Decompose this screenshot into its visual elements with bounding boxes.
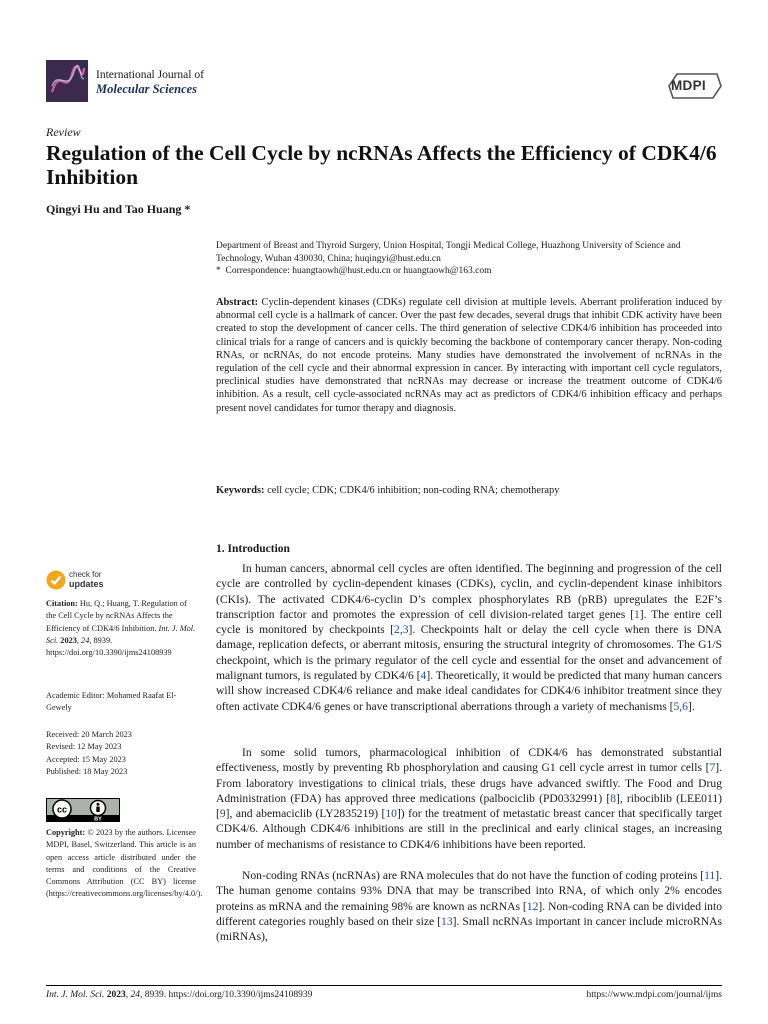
correspondence (216, 266, 724, 276)
reference-link[interactable]: 13 (441, 914, 453, 928)
abstract-text: Cyclin-dependent kinases (CDKs) regulate cell division at multiple levels. Aberrant proliferation induced by abnormal cell cycle is a hallmark of cancer. Over the past few decades, several drugs that inhibit CDK activity have been created to stop the development of cancer cells. The third generation of selective CDK4/6 inhibition has proceeded into clinical trials for a range of cancers and is quickly becoming the backbone of contemporary cancer therapy. Non-coding RNAs, or ncRNAs, do not encode proteins. Many studies have demonstrated the involvement of ncRNAs in the regulation of the cell cycle and their abnormal expression in cancer. By interacting with important cell cycle regulators, preclinical studies have demonstrated that ncRNAs may decrease or increase the treatment outcome of CDK4/6 inhibition. As a result, cell cycle-associated ncRNAs may act as predictors of CDK4/6 inhibition efficacy and perhaps present novel candidates for tumor therapy and diagnosis. (216, 297, 722, 414)
footer-year: 2023 (106, 990, 126, 1000)
academic-editor: Academic Editor: Mohamed Raafat El-Gewely (46, 691, 177, 713)
footer-rule (46, 985, 722, 986)
revised-date: Revised: 12 May 2023 (46, 742, 122, 752)
published-date: Published: 18 May 2023 (46, 766, 128, 776)
citation-volume: 24 (81, 635, 90, 645)
paragraph-text: ]. From laboratory investigations to clinical trials, these drugs have advanced swiftly. The Food and Drug Administration (FDA) has approved three medications (palbociclib (PD0332991) [ (216, 761, 722, 805)
reference-link[interactable]: 4 (420, 669, 427, 683)
citation-text: Hu, Q.; Huang, T. Regulation of the Cell Cycle by ncRNAs Affects the Efficiency of CDK4/6 Inhibition. (46, 599, 187, 633)
paragraph-text: In some solid tumors, pharmacological inhibition of CDK4/6 has demonstrated substantial effectiveness, mostly by preventing Rb phosphorylation and causing G1 cell cycle arrest in tumor cells [ (216, 746, 722, 775)
reference-link[interactable]: 11 (704, 869, 716, 882)
footer-citation: Int. J. Mol. Sci. 2023, 24, 8939. https://doi.org/10.3390/ijms24108939 (46, 990, 313, 1000)
paragraph-2 (216, 745, 722, 852)
paragraph-text: ]. (687, 699, 695, 713)
check-for-updates-line2: updates (69, 579, 104, 589)
citation-label: Citation: (46, 599, 78, 608)
paragraph-text: In human cancers, abnormal cell cycles are often identified. The beginning and progression of the cell cycle are controlled by cyclin-dependent kinases (CDKs), cyclin, and cyclin-dependent kinase inhibitors (CKIs). The activated CDK4/6-cyclin D’s complex phosphorylates RB (pRB) upregulates the E2F’s transcription factor and promotes the expression of cell division-related target genes [ (216, 562, 722, 621)
journal-name-line2: Molecular Sciences (96, 82, 198, 96)
reference-link[interactable]: 9 (219, 807, 226, 821)
copyright-label: Copyright: (46, 828, 86, 837)
section-heading: 1. Introduction (216, 543, 290, 555)
received-date: Received: 20 March 2023 (46, 730, 132, 739)
paragraph-text: Non-coding RNAs (ncRNAs) are RNA molecules that do not have the function of coding proteins [ (242, 869, 705, 882)
authors: Qingyi Hu and Tao Huang * (46, 202, 191, 216)
footer-volume: 24 (130, 990, 140, 1000)
footer-journal: Int. J. Mol. Sci. (46, 990, 105, 1000)
check-for-updates-line1: check for (69, 570, 102, 579)
reference-link[interactable]: 2,3 (394, 623, 409, 637)
check-for-updates-button[interactable] (46, 569, 136, 591)
citation-tail: , 8939. https://doi.org/10.3390/ijms24108939 (46, 635, 172, 658)
paragraph-text: ], and abemaciclib (LY2835219) [ (225, 807, 386, 821)
journal-name (96, 68, 204, 96)
keywords-label: Keywords: (216, 485, 265, 496)
reference-link[interactable]: 7 (709, 761, 716, 775)
svg-text:cc: cc (56, 804, 68, 815)
journal-logo (46, 60, 88, 102)
paragraph-3 (216, 868, 722, 944)
check-for-updates-icon (46, 570, 66, 590)
publisher-logo (667, 72, 723, 100)
correspondence-mark: * (216, 266, 221, 276)
citation-year: 2023 (60, 635, 77, 645)
reference-link[interactable]: 12 (526, 899, 539, 913)
reference-link[interactable]: 1 (634, 607, 640, 621)
cc-by-license-icon[interactable] (46, 798, 120, 822)
keywords (216, 485, 722, 496)
paragraph-1 (216, 561, 722, 714)
article-title: Regulation of the Cell Cycle by ncRNAs Affects the Efficiency of CDK4/6 Inhibition (46, 141, 717, 189)
citation: Citation: Hu, Q.; Huang, T. Regulation of the Cell Cycle by ncRNAs Affects the Efficiency of CDK4/6 Inhibition. Int. J. Mol. Sci. 2023, 24, 8939. https://doi.org/10.3390/ijms24108939 (46, 599, 196, 658)
paragraph-text: ]. Small ncRNAs important in cancer include microRNAs (miRNAs), (216, 914, 723, 944)
copyright (46, 827, 203, 901)
citation-journal: Int. J. Mol. Sci. (46, 623, 196, 645)
paragraph-text: ]. Checkpoints halt or delay the cell cycle when there is DNA damage, replication defects, or aberrant mitosis, ensuring the structural integrity of chromosomes. The G1/S checkpoint, which is the primary regulator of the cell cycle and essential for the onset and advancement of malignant tumors, is regulated by CDK4/6 [ (216, 623, 722, 683)
journal-name-line1: International Journal of (96, 69, 204, 81)
correspondence-text: Correspondence: huangtaowh@hust.edu.cn or huangtaowh@163.com (225, 266, 492, 276)
article-type: Review (46, 125, 81, 139)
paragraph-text: ], ribociblib (LEE011) [ (216, 791, 722, 821)
paragraph-text: ]. The human genome contains 93% DNA that may be transcribed into RNA, of which only 2% encodes proteins as mRNA and the remaining 98% are known as ncRNAs [ (216, 869, 722, 913)
cc-by-label: BY (94, 816, 102, 822)
footer-doi: , 8939. https://doi.org/10.3390/ijms24108939 (139, 990, 313, 1000)
paragraph-text: ]. The entire cell cycle is monitored by checkpoints [ (216, 607, 722, 637)
accepted-date: Accepted: 15 May 2023 (46, 754, 126, 764)
copyright-text: © 2023 by the authors. Licensee MDPI, Basel, Switzerland. This article is an open access article distributed under the terms and conditions of the Creative Commons Attribution (CC BY) license (https://creativecommons.org/licenses/by/4.0/). (46, 828, 203, 899)
reference-link[interactable]: 10 (385, 807, 397, 821)
paragraph-text: ]. Non-coding RNA can be divided into different categories roughly based on their size [ (216, 899, 722, 928)
reference-link[interactable]: 8 (610, 791, 616, 805)
publisher-logo-text: MDPI (671, 78, 706, 93)
dates (46, 729, 196, 778)
paragraph-text: ]) for the treatment of metastatic breast cancer that specifically target CDK4/6. Although CDK4/6 inhibitions are still in the preclinical and early clinical stages, an increasing number of mechanisms of resistance to CDK4/6 inhibitions have been reported. (216, 807, 722, 851)
keywords-text: cell cycle; CDK; CDK4/6 inhibition; non-coding RNA; chemotherapy (267, 485, 560, 496)
affiliation: Department of Breast and Thyroid Surgery, Union Hospital, Tongji Medical College, Huazhong University of Science and Technology, Wuhan 430030, China; huqingyi@hust.edu.cn (216, 241, 681, 264)
paragraph-text: ]. Theoretically, it would be predicted that many human cancers will show increased CDK4/6 reliance and make ideal candidates for CDK4/6 inhibitor treatment since they often activate CDK4/6 genes or have transcriptional aberrations through a variety of mechanisms [ (216, 669, 722, 713)
reference-link[interactable]: 5,6 (673, 699, 688, 713)
abstract-label: Abstract: (216, 297, 259, 308)
abstract (216, 296, 722, 415)
footer-journal-url[interactable]: https://www.mdpi.com/journal/ijms (586, 990, 722, 1000)
